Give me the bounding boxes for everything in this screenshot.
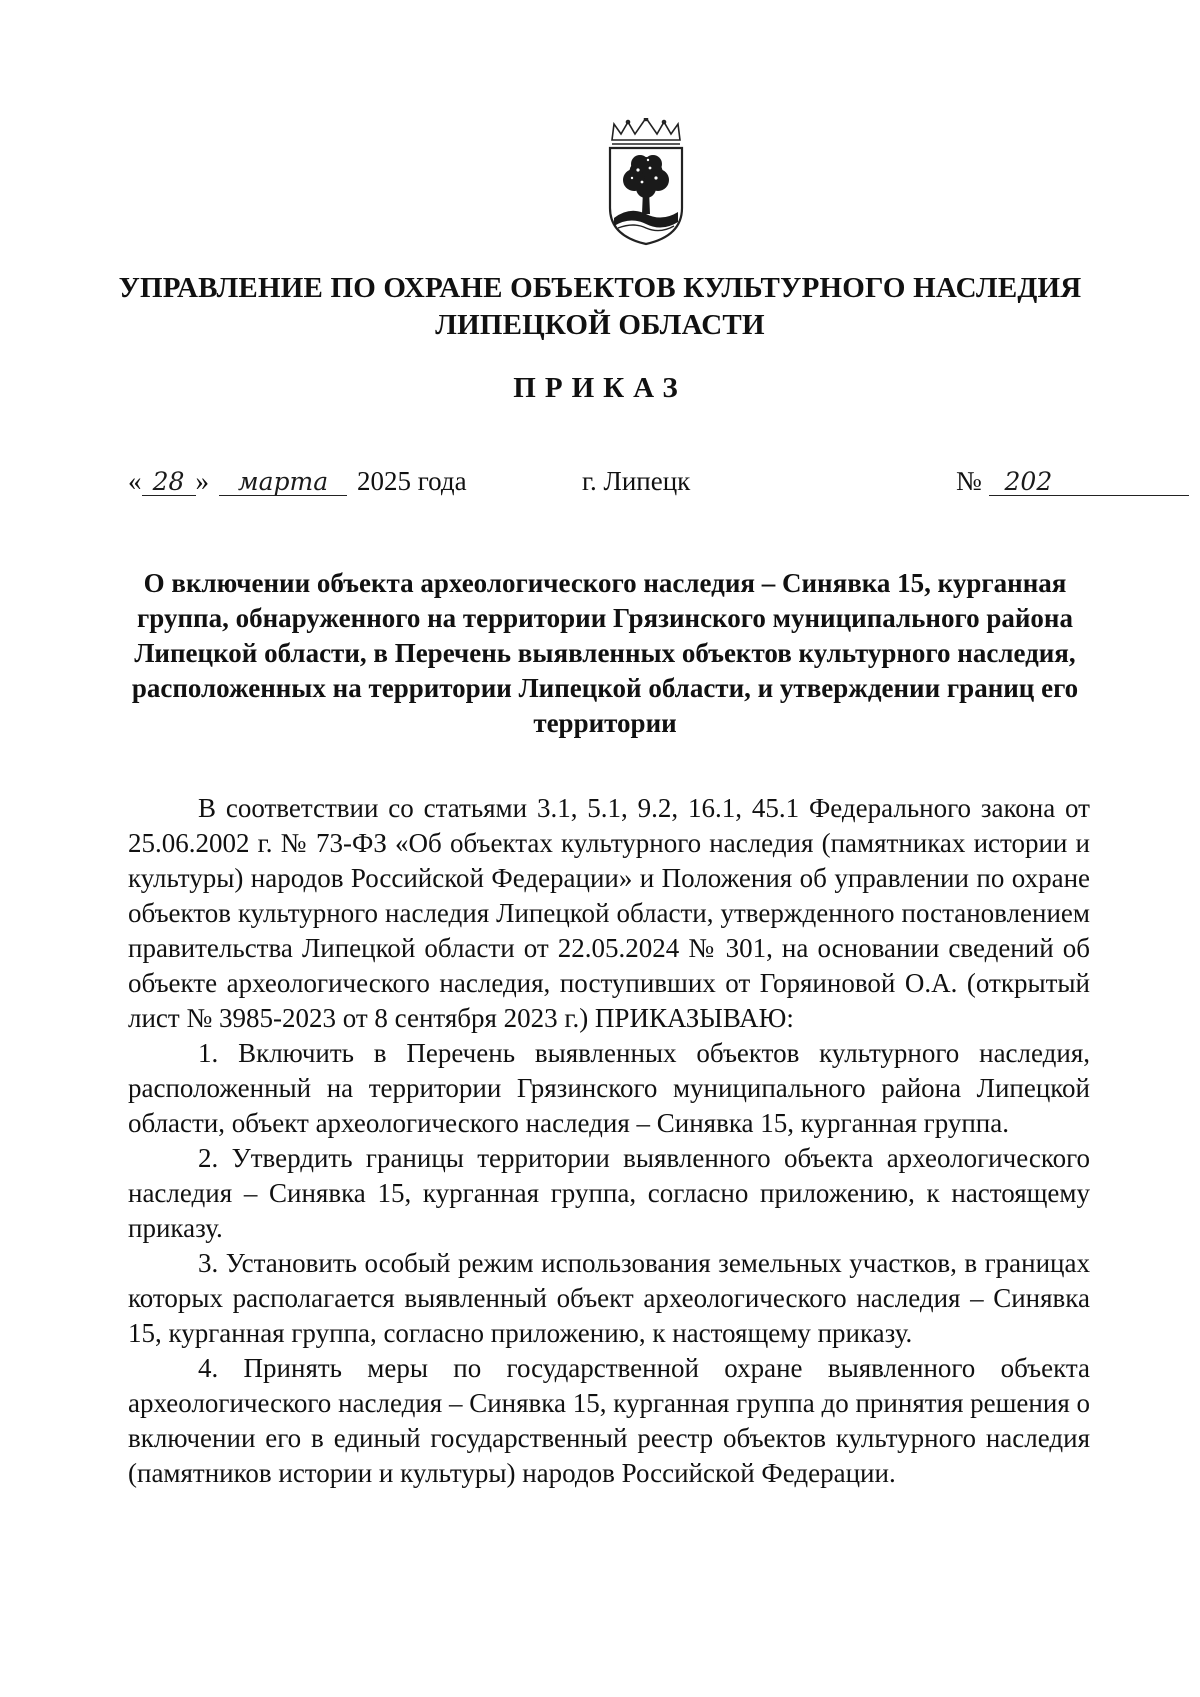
handwritten-day: 28 [142,469,196,496]
handwritten-number: 202 [989,469,1189,496]
preamble-paragraph: В соответствии со статьями 3.1, 5.1, 9.2, 16.1, 45.1 Федерального закона от 25.06.2002 г. № 73-ФЗ «Об объектах культурного наследия (памятниках истории и культуры) народов Российской Федерации» и Положения об управлении по охране объектов культурного наследия Липецкой области, утвержденного постановлением правительства Липецкой области от 22.05.2024 № 301, на основании сведений об объекте археологического наследия, поступивших от Горяиновой О.А. (открытый лист № 3985-2023 от 8 сентября 2023 г.) ПРИКАЗЫВАЮ: [128,793,1090,1033]
subject-line: группа, обнаруженного на территории Грязинского муниципального района [137,603,1073,633]
close-quote: » [195,466,209,496]
organization-title [100,270,1100,344]
lipetsk-coat-of-arms-icon [604,118,688,246]
order-item-3: 3. Установить особый режим использования земельных участков, в границах которых располагается выявленный объект археологического наследия – Синявка 15, курганная группа, согласно приложению, к настоящему приказу. [128,1248,1090,1348]
order-number [956,466,1189,497]
subject-line: Липецкой области, в Перечень выявленных объектов культурного наследия, [134,638,1076,668]
subject-line: расположенных на территории Липецкой области, и утверждении границ его [131,673,1079,703]
number-label: № [956,466,982,496]
order-item-2: 2. Утвердить границы территории выявленного объекта археологического наследия – Синявка 15, курганная группа, согласно приложению, к настоящему приказу. [128,1143,1090,1243]
order-subject [130,566,1080,741]
date-number-line [128,466,1182,510]
order-item-4: 4. Принять меры по государственной охране выявленного объекта археологического наследия – Синявка 15, курганная группа до принятия решения о включении его в единый государственный реестр объектов культурного наследия (памятников истории и культуры) народов Российской Федерации. [128,1353,1090,1488]
handwritten-month: марта [219,469,347,496]
organization-title-line-1: УПРАВЛЕНИЕ ПО ОХРАНЕ ОБЪЕКТОВ КУЛЬТУРНОГО НАСЛЕДИЯ [118,272,1082,304]
open-quote: « [128,466,142,496]
order-item-1: 1. Включить в Перечень выявленных объектов культурного наследия, расположенный на территории Грязинского муниципального района Липецкой области, объект археологического наследия – Синявка 15, курганная группа. [128,1038,1090,1138]
order-date [128,466,467,497]
city: г. Липецк [582,466,691,496]
subject-line: О включении объекта археологического наследия – Синявка 15, курганная [143,568,1067,598]
year-text: 2025 года [357,466,467,496]
organization-title-line-2: ЛИПЕЦКОЙ ОБЛАСТИ [435,309,765,341]
subject-line: территории [533,708,677,738]
order-body [128,791,1090,1491]
document-type: ПРИКАЗ [513,372,687,404]
